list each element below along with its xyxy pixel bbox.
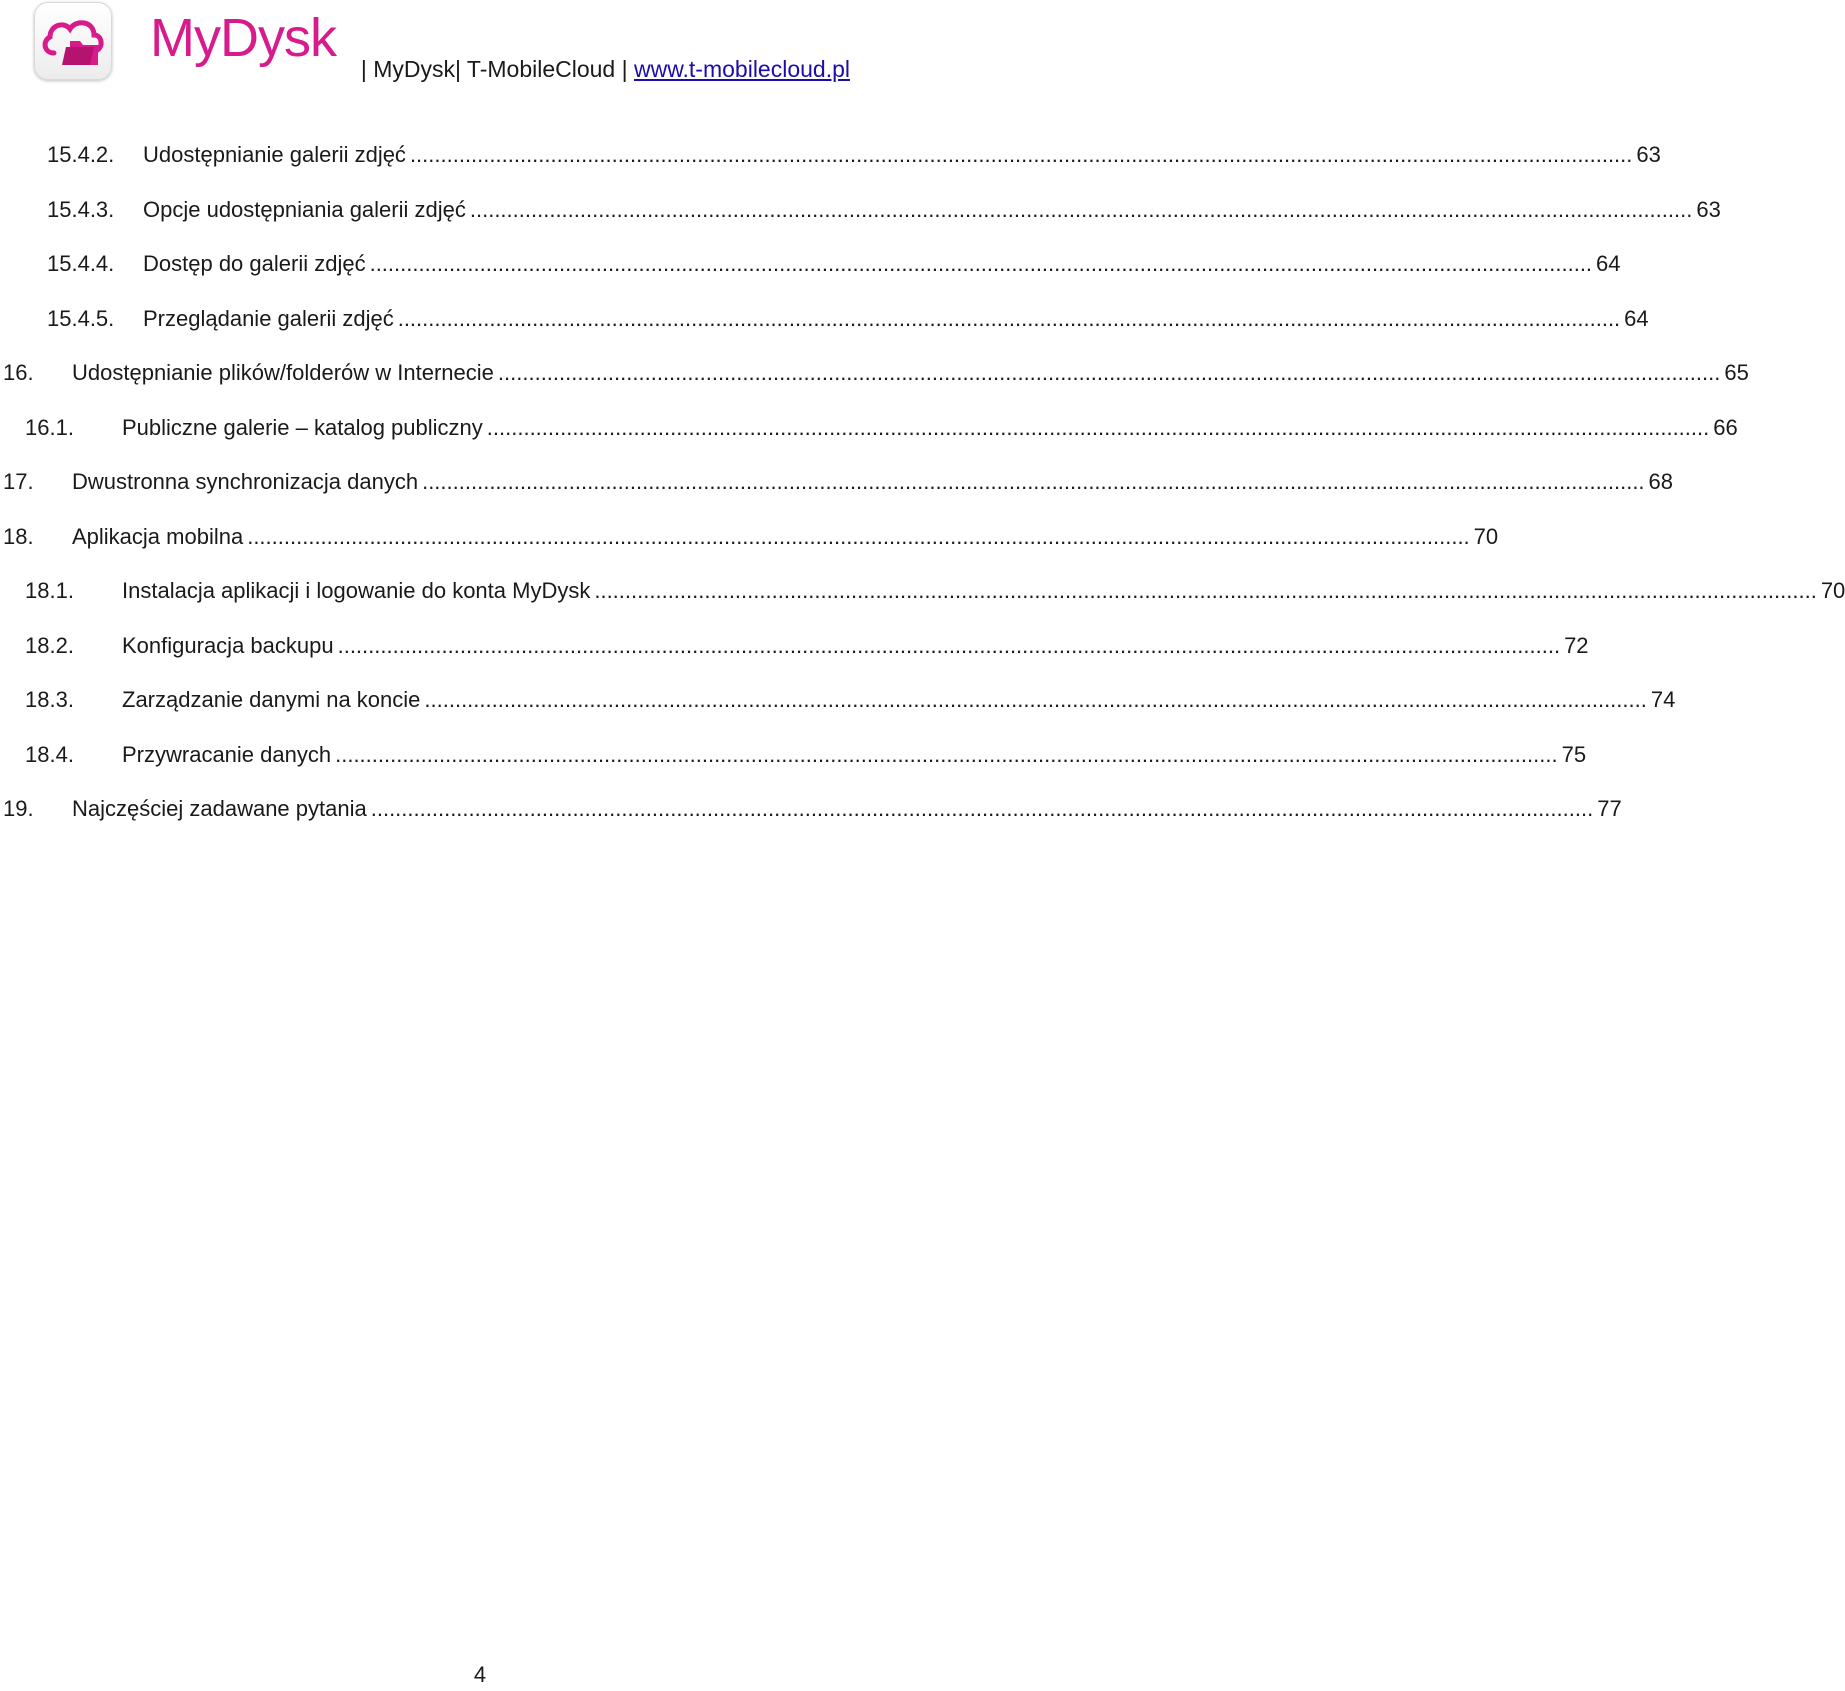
brand-logo-text: MyDysk [150, 8, 336, 68]
toc-entry-line [122, 738, 1587, 772]
toc-entry-page: 68 [1648, 469, 1674, 494]
toc-entry-page: 70 [1820, 578, 1845, 603]
toc-entry[interactable] [0, 247, 1621, 281]
toc-entry-title: Aplikacja mobilna [72, 523, 244, 549]
toc-dot-leader: ........................................................................................................................................................................................................ [422, 469, 1645, 494]
toc-entry-line [72, 792, 1622, 826]
toc-entry-number: 18.2. [25, 632, 74, 658]
toc-entry-number: 18.3. [25, 687, 74, 712]
toc-dot-leader: ........................................................................................................................................................................................................ [370, 796, 1594, 821]
toc-entry-title: Udostępnianie plików/folderów w Internecie [72, 360, 494, 385]
toc-entry-title: Dwustronna synchronizacja danych [72, 469, 419, 494]
toc-entry[interactable] [0, 356, 1749, 390]
website-link[interactable]: www.t-mobilecloud.pl [633, 56, 850, 82]
toc-dot-leader: ........................................................................................................................................................................................................ [497, 360, 1721, 385]
toc-entry-title: Przywracanie danych [122, 741, 332, 767]
toc-entry-number: 15.4.4. [47, 251, 115, 276]
toc-dot-leader: ........................................................................................................................................................................................................ [594, 578, 1817, 603]
toc-entry[interactable] [0, 193, 1721, 227]
toc-entry-title: Udostępnianie galerii zdjęć [143, 142, 406, 167]
toc-entry[interactable] [0, 574, 1845, 608]
toc-entry-title: Instalacja aplikacji i logowanie do konta MyDysk [122, 578, 591, 603]
toc-entry-page: 63 [1636, 142, 1661, 167]
toc-entry-page: 64 [1596, 251, 1621, 276]
toc-entry-line [143, 247, 1621, 281]
toc-entry-number: 17. [3, 469, 34, 494]
toc-entry-title: Najczęściej zadawane pytania [72, 796, 367, 821]
page-number: 4 [473, 1662, 487, 1687]
cloud-folder-icon [34, 2, 112, 80]
header-links [361, 52, 850, 86]
page-header [0, 0, 960, 90]
toc-entry-number: 15.4.3. [47, 196, 115, 222]
toc-entry-number: 15.4.2. [47, 142, 115, 167]
toc-entry-line [122, 574, 1845, 608]
toc-dot-leader: ........................................................................................................................................................................................................ [486, 414, 1710, 440]
toc-entry-title: Publiczne galerie – katalog publiczny [122, 414, 483, 440]
toc-entry-page: 70 [1473, 523, 1499, 549]
toc-entry-title: Przeglądanie galerii zdjęć [143, 305, 394, 331]
toc-entry[interactable] [0, 302, 1649, 336]
toc-entry-line [122, 629, 1589, 663]
toc-entry[interactable] [0, 792, 1622, 826]
toc-entry-page: 64 [1624, 305, 1649, 331]
toc-entry-line [72, 465, 1674, 499]
toc-entry[interactable] [0, 411, 1738, 445]
toc-dot-leader: ........................................................................................................................................................................................................ [469, 196, 1693, 222]
toc-entry[interactable] [0, 738, 1587, 772]
toc-entry-title: Dostęp do galerii zdjęć [143, 251, 366, 276]
toc-dot-leader: ........................................................................................................................................................................................................ [337, 632, 1561, 658]
toc-entry-page: 66 [1713, 414, 1738, 440]
toc-entry-page: 74 [1650, 687, 1676, 712]
toc-entry-line [143, 302, 1649, 336]
toc-dot-leader: ........................................................................................................................................................................................................ [424, 687, 1647, 712]
toc-dot-leader: ........................................................................................................................................................................................................ [409, 142, 1633, 167]
toc-entry-title: Zarządzanie danymi na koncie [122, 687, 421, 712]
toc-entry-page: 65 [1724, 360, 1749, 385]
toc-entry-number: 16. [3, 360, 34, 385]
toc-dot-leader: ........................................................................................................................................................................................................ [247, 523, 1470, 549]
toc-dot-leader: ........................................................................................................................................................................................................ [335, 741, 1558, 767]
toc-dot-leader: ........................................................................................................................................................................................................ [397, 305, 1621, 331]
toc-dot-leader: ........................................................................................................................................................................................................ [369, 251, 1593, 276]
toc-entry-title: Opcje udostępniania galerii zdjęć [143, 196, 466, 222]
toc-entry[interactable] [0, 138, 1661, 172]
toc-entry-page: 63 [1696, 196, 1721, 222]
toc-entry-line [72, 520, 1499, 554]
toc-entry-number: 18.1. [25, 578, 74, 603]
toc-entry-page: 75 [1561, 741, 1587, 767]
toc-entry-number: 15.4.5. [47, 305, 115, 331]
toc-entry-number: 18.4. [25, 741, 74, 767]
header-links-prefix: | MyDysk| T-MobileCloud | [360, 56, 634, 82]
toc-entry[interactable] [0, 683, 1676, 717]
toc-entry-line [143, 193, 1721, 227]
toc-entry-title: Konfiguracja backupu [122, 632, 334, 658]
toc-entry-number: 19. [3, 796, 34, 821]
toc-entry-page: 72 [1564, 632, 1589, 658]
toc-entry-page: 77 [1597, 796, 1622, 821]
toc-entry[interactable] [0, 465, 1674, 499]
toc-entry[interactable] [0, 629, 1589, 663]
toc-entry-line [122, 683, 1676, 717]
toc-entry[interactable] [0, 520, 1499, 554]
toc-entry-number: 16.1. [25, 414, 74, 440]
toc-entry-number: 18. [3, 523, 34, 549]
toc-entry-line [72, 356, 1749, 390]
toc-entry-line [122, 411, 1738, 445]
toc-entry-line [143, 138, 1661, 172]
